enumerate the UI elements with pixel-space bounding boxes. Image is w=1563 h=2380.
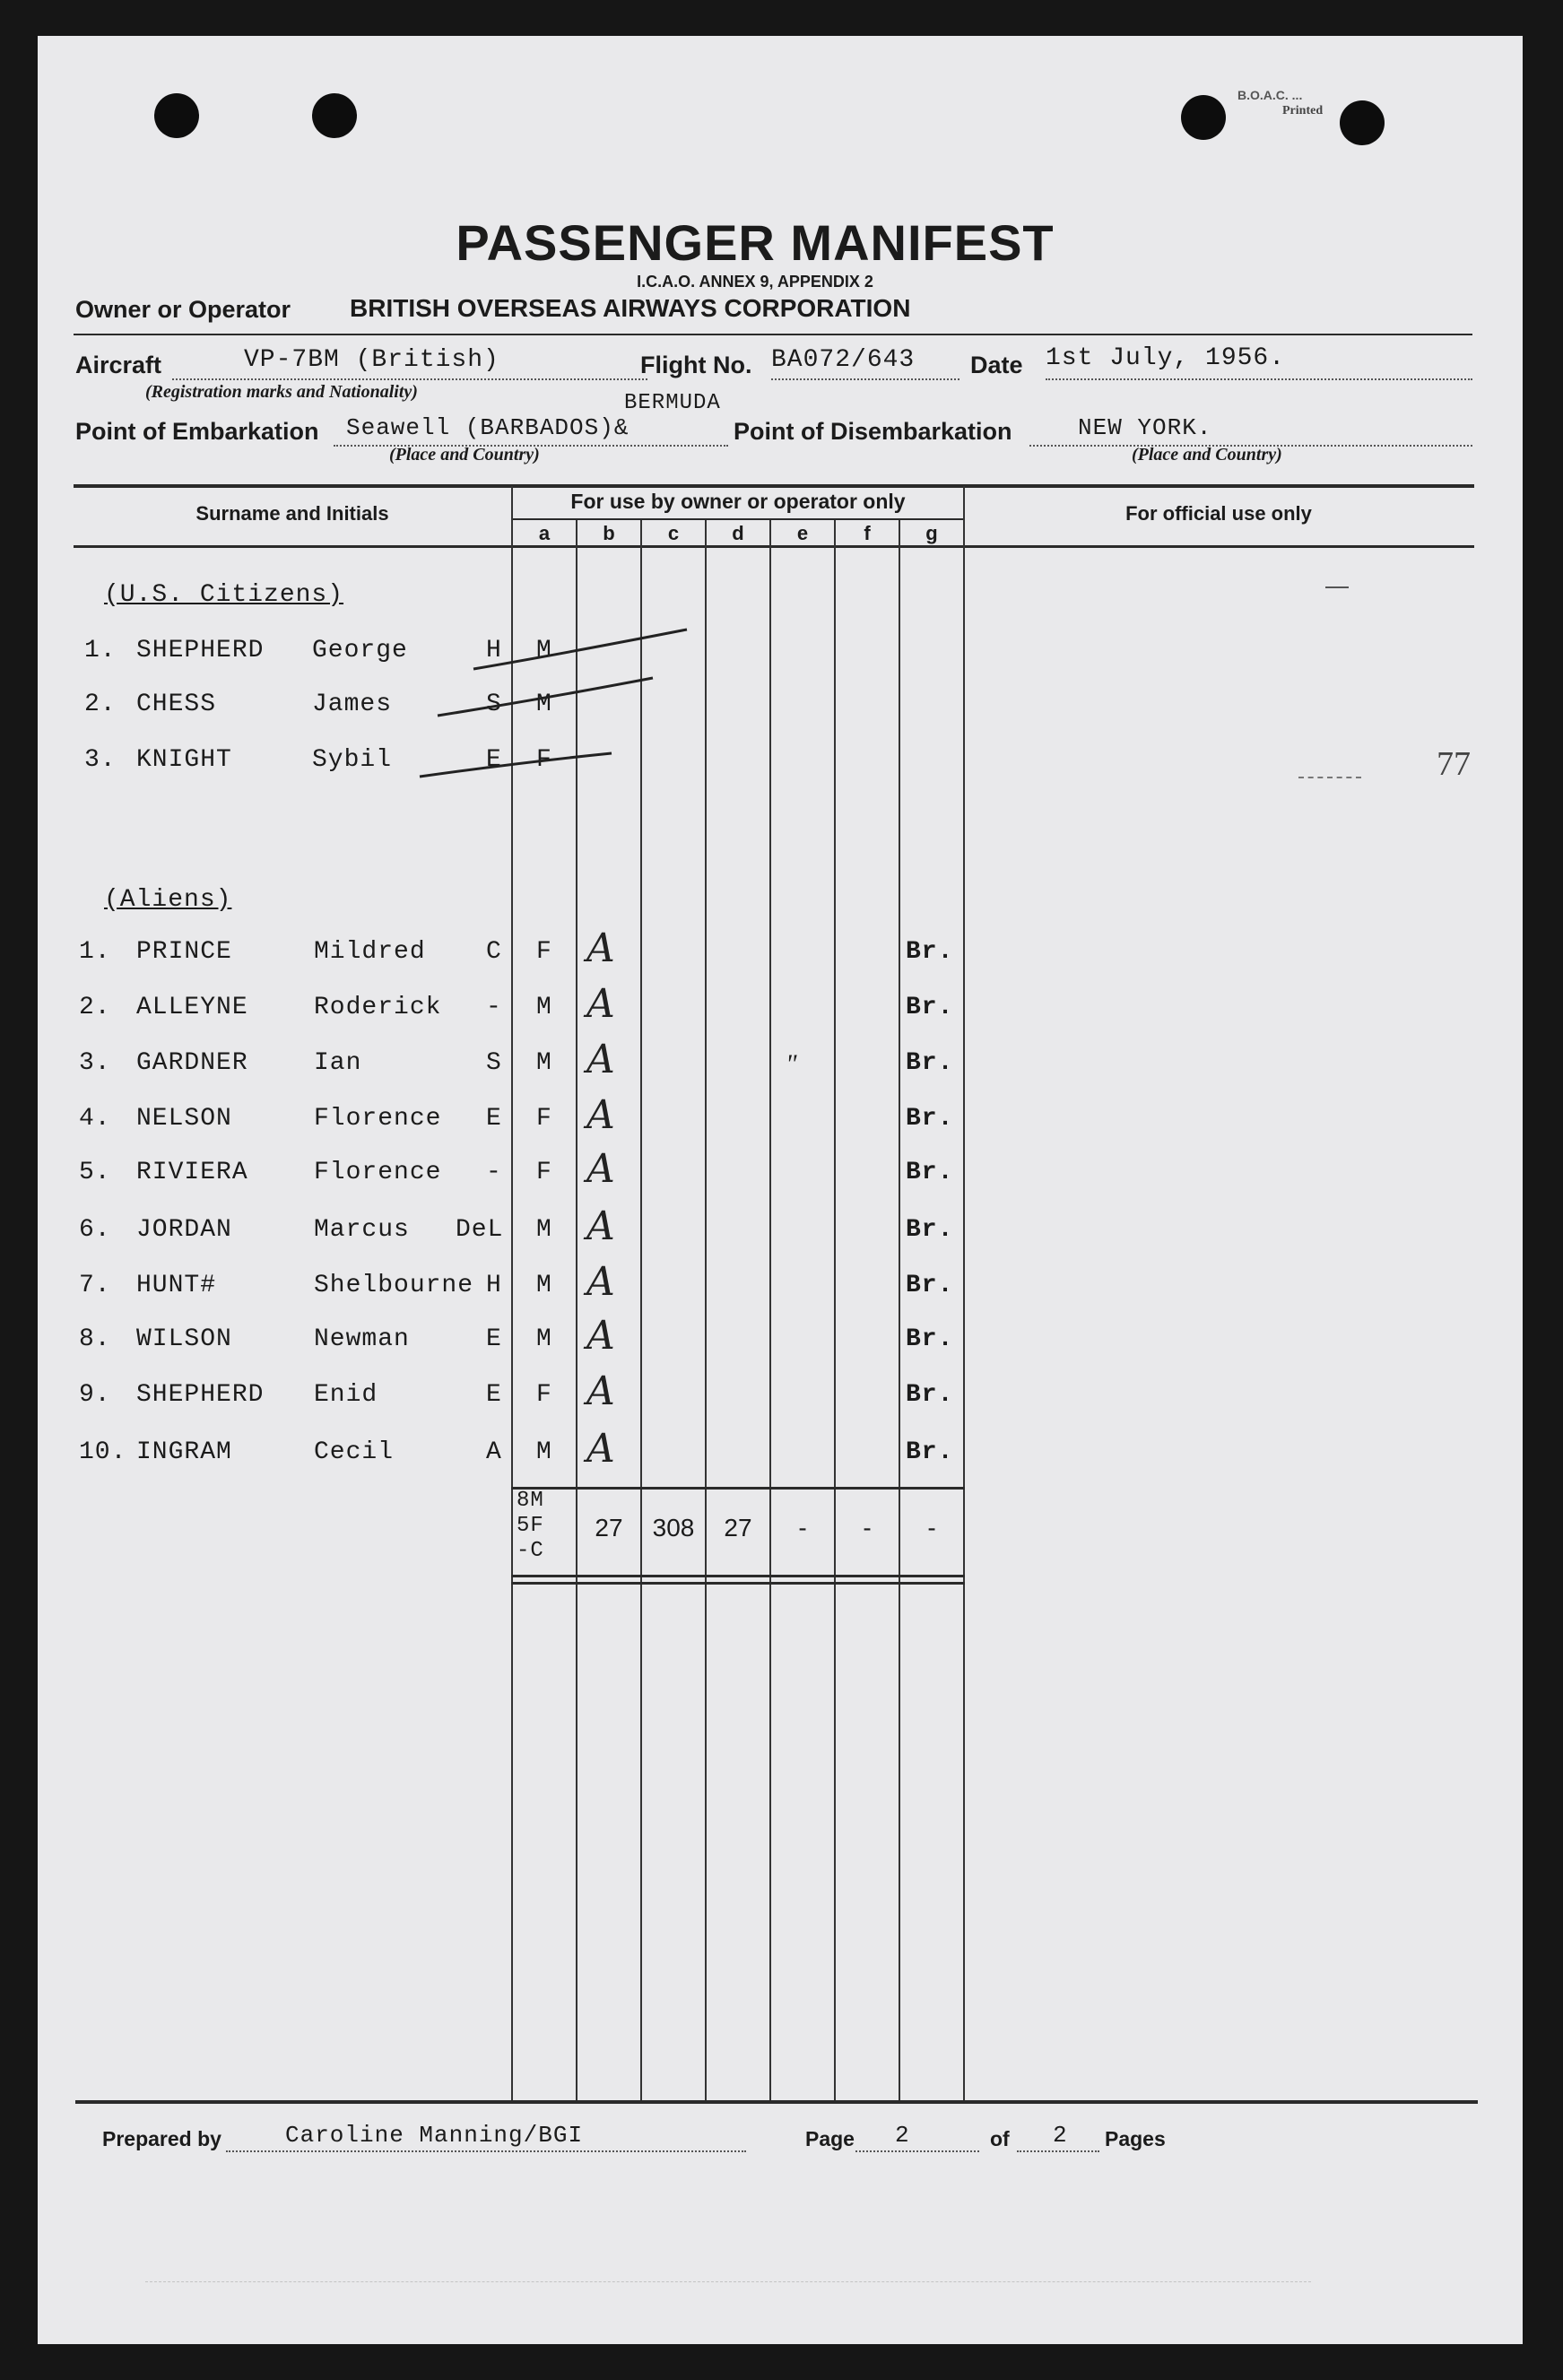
- row-number: 9.: [79, 1381, 111, 1409]
- pages-label: Pages: [1105, 2127, 1166, 2150]
- col-a-sex: F: [536, 1159, 552, 1186]
- first-name: James: [312, 691, 393, 718]
- col-header-c: c: [667, 522, 680, 544]
- totals-bottom-rule: [511, 1575, 965, 1577]
- aircraft-caption: (Registration marks and Nationality): [145, 382, 418, 402]
- col-a-sex: F: [536, 746, 552, 774]
- prepared-fill-line: [226, 2150, 746, 2152]
- first-name: Marcus: [314, 1216, 410, 1244]
- col-b-mark: A: [586, 1092, 615, 1138]
- col-b-mark: A: [586, 1037, 615, 1082]
- aircraft-label: Aircraft: [75, 352, 162, 378]
- col-a-sex: F: [536, 1105, 552, 1133]
- col-g-value: Br.: [906, 1381, 954, 1409]
- first-name: Roderick: [314, 994, 442, 1021]
- surname: PRINCE: [136, 938, 232, 966]
- initial: C: [486, 938, 502, 966]
- page-value: 2: [895, 2122, 910, 2149]
- table-row: [38, 1146, 970, 1192]
- surname: SHEPHERD: [136, 1381, 265, 1409]
- initial: H: [486, 637, 502, 664]
- embarkation-caption: (Place and Country): [389, 445, 540, 465]
- col-b-mark: A: [586, 981, 615, 1027]
- initial: H: [486, 1272, 502, 1299]
- col-header-d: d: [732, 522, 744, 544]
- first-name: Florence: [314, 1105, 442, 1133]
- first-name: Florence: [314, 1159, 442, 1186]
- initial: E: [486, 746, 502, 774]
- total-f: -: [863, 1514, 872, 1542]
- surname: ALLEYNE: [136, 994, 248, 1021]
- surname: SHEPHERD: [136, 637, 265, 664]
- printed-note: Printed: [1282, 104, 1324, 117]
- col-a-sex: M: [536, 1049, 552, 1077]
- prepared-label: Prepared by: [102, 2127, 221, 2150]
- col-a-sex: F: [536, 938, 552, 966]
- surname-header: Surname and Initials: [195, 502, 389, 525]
- total-c: 308: [652, 1514, 695, 1542]
- col-g-value: Br.: [906, 1272, 954, 1299]
- col-a-sex: M: [536, 637, 552, 664]
- official-header: For official use only: [1125, 502, 1312, 525]
- col-a-sex: M: [536, 1216, 552, 1244]
- row-number: 1.: [79, 938, 111, 966]
- operator-header: For use by owner or operator only: [570, 490, 906, 513]
- col-a-sex: F: [536, 1381, 552, 1409]
- date-value: 1st July, 1956.: [1046, 344, 1286, 372]
- table-row: [38, 1037, 970, 1082]
- first-name: Shelbourne: [314, 1272, 474, 1299]
- surname: NELSON: [136, 1105, 232, 1133]
- page-subtitle: I.C.A.O. ANNEX 9, APPENDIX 2: [637, 273, 873, 291]
- top-right-form-code: B.O.A.C. ...: [1237, 88, 1303, 102]
- date-label: Date: [970, 352, 1023, 378]
- col-header-e: e: [796, 522, 809, 544]
- row-number: 3.: [79, 1049, 111, 1077]
- col-b-mark: A: [586, 1313, 615, 1359]
- total-d: 27: [724, 1514, 752, 1542]
- col-b-mark: A: [586, 1259, 615, 1305]
- row-number: 3.: [84, 746, 117, 774]
- faint-bleedthrough-line: [145, 2281, 1311, 2282]
- table-row: [38, 925, 970, 971]
- strike-through-marks: [38, 36, 1523, 843]
- col-a-sex: M: [536, 1272, 552, 1299]
- disembarkation-caption: (Place and Country): [1132, 445, 1282, 465]
- first-name: Newman: [314, 1325, 410, 1353]
- col-a-sex: M: [536, 1325, 552, 1353]
- disembarkation-value: NEW YORK.: [1078, 414, 1212, 441]
- total-b: 27: [595, 1514, 623, 1542]
- col-a-sex: M: [536, 994, 552, 1021]
- col-a-sex: M: [536, 691, 552, 718]
- row-number: 7.: [79, 1272, 111, 1299]
- col-header-g: g: [925, 522, 938, 544]
- col-b-mark: A: [586, 925, 615, 971]
- row-number: 2.: [79, 994, 111, 1021]
- total-a-line1: 8M: [517, 1489, 544, 1513]
- of-label: of: [990, 2127, 1010, 2150]
- margin-dash: [1298, 777, 1361, 778]
- initial: DeL: [456, 1216, 504, 1244]
- initial: A: [486, 1438, 502, 1466]
- surname: INGRAM: [136, 1438, 232, 1466]
- tick-mark: ": [786, 1049, 797, 1079]
- page-title: PASSENGER MANIFEST: [456, 214, 1055, 271]
- initial: E: [486, 1105, 502, 1133]
- owner-label: Owner or Operator: [75, 296, 291, 323]
- first-name: Mildred: [314, 938, 426, 966]
- surname: WILSON: [136, 1325, 232, 1353]
- row-number: 1.: [84, 637, 117, 664]
- first-name: Sybil: [312, 746, 393, 774]
- us-citizens-section: (U.S. Citizens): [104, 581, 344, 609]
- owner-value: BRITISH OVERSEAS AIRWAYS CORPORATION: [350, 294, 911, 322]
- total-a-line3: -C: [517, 1539, 544, 1563]
- aliens-section: (Aliens): [104, 886, 232, 914]
- table-row: [38, 1203, 970, 1249]
- col-header-b: b: [603, 522, 615, 544]
- flight-no-value: BA072/643: [771, 346, 916, 374]
- col-b-mark: A: [586, 1368, 615, 1414]
- table-row: [38, 1368, 970, 1414]
- row-number: 5.: [79, 1159, 111, 1186]
- row-number: 8.: [79, 1325, 111, 1353]
- first-name: Enid: [314, 1381, 378, 1409]
- table-row: [38, 1092, 970, 1138]
- margin-dash: [1325, 586, 1349, 588]
- surname: KNIGHT: [136, 746, 232, 774]
- surname: CHESS: [136, 691, 217, 718]
- col-g-value: Br.: [906, 1049, 954, 1077]
- surname: HUNT#: [136, 1272, 217, 1299]
- page-fill-line: [855, 2150, 979, 2152]
- row-number: 2.: [84, 691, 117, 718]
- bermuda-note: BERMUDA: [624, 391, 721, 415]
- total-pages-fill-line: [1017, 2150, 1099, 2152]
- initial: -: [486, 994, 502, 1021]
- manifest-sheet: [38, 36, 1523, 2344]
- col-b-mark: A: [586, 1203, 615, 1249]
- col-header-a: a: [538, 522, 551, 544]
- first-name: Cecil: [314, 1438, 395, 1466]
- total-g: -: [927, 1514, 936, 1542]
- row-number: 4.: [79, 1105, 111, 1133]
- embarkation-value: Seawell (BARBADOS)&: [346, 414, 630, 441]
- embarkation-label: Point of Embarkation: [75, 418, 319, 445]
- col-g-value: Br.: [906, 1216, 954, 1244]
- col-b-mark: A: [586, 1426, 615, 1472]
- total-pages-value: 2: [1053, 2122, 1068, 2149]
- totals-top-rule: [511, 1487, 965, 1490]
- table-row: [38, 1313, 970, 1359]
- margin-mark: 77: [1437, 745, 1471, 783]
- col-g-value: Br.: [906, 1438, 954, 1466]
- footer-rule: [75, 2100, 1478, 2104]
- initial: -: [486, 1159, 502, 1186]
- row-number: 10.: [79, 1438, 127, 1466]
- initial: E: [486, 1325, 502, 1353]
- totals-bottom-rule-2: [511, 1582, 965, 1585]
- aircraft-value: VP-7BM (British): [244, 346, 499, 374]
- col-g-value: Br.: [906, 1325, 954, 1353]
- col-b-mark: A: [586, 1146, 615, 1192]
- page-label: Page: [805, 2127, 855, 2150]
- table-row: [38, 981, 970, 1027]
- prepared-value: Caroline Manning/BGI: [285, 2122, 584, 2149]
- col-g-value: Br.: [906, 938, 954, 966]
- col-header-f: f: [864, 522, 871, 544]
- col-a-sex: M: [536, 1438, 552, 1466]
- first-name: George: [312, 637, 408, 664]
- initial: S: [486, 1049, 502, 1077]
- total-e: -: [798, 1514, 807, 1542]
- row-number: 6.: [79, 1216, 111, 1244]
- col-g-value: Br.: [906, 1105, 954, 1133]
- total-a-line2: 5F: [517, 1514, 544, 1538]
- initial: E: [486, 1381, 502, 1409]
- surname: JORDAN: [136, 1216, 232, 1244]
- table-row: [38, 1426, 970, 1472]
- col-g-value: Br.: [906, 1159, 954, 1186]
- first-name: Ian: [314, 1049, 362, 1077]
- disembarkation-label: Point of Disembarkation: [734, 418, 1012, 445]
- initial: S: [486, 691, 502, 718]
- flight-no-label: Flight No.: [640, 352, 752, 378]
- surname: GARDNER: [136, 1049, 248, 1077]
- col-g-value: Br.: [906, 994, 954, 1021]
- table-row: [38, 1259, 970, 1305]
- surname: RIVIERA: [136, 1159, 248, 1186]
